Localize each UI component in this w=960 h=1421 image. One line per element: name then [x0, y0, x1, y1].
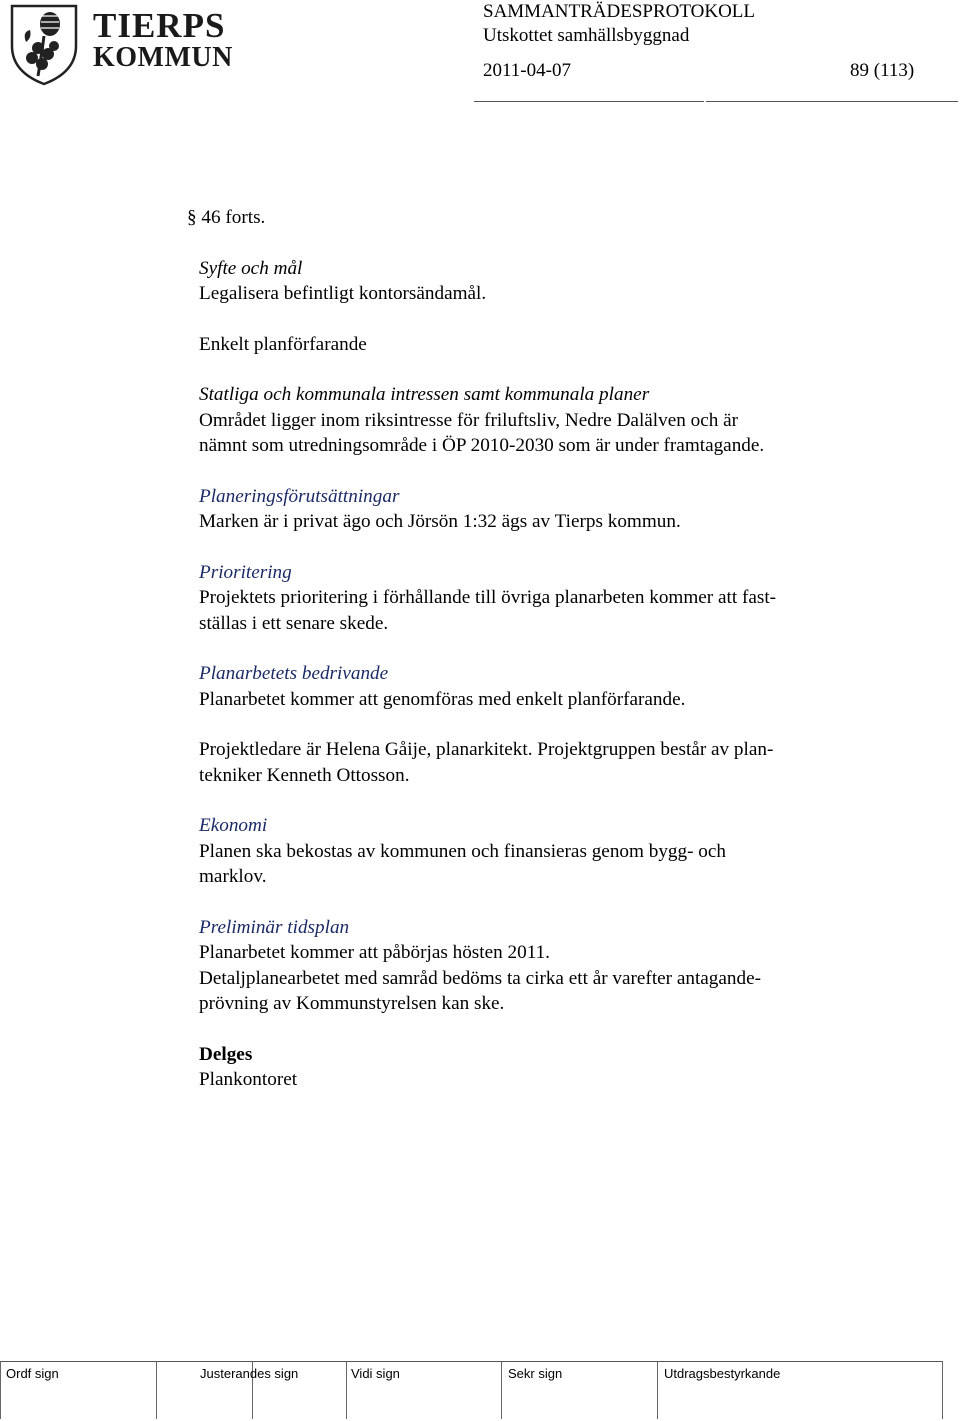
tidsplan-line-3: prövning av Kommunstyrelsen kan ske.: [199, 993, 505, 1014]
ekonomi-line-2: marklov.: [199, 866, 267, 887]
section-enkelt: [199, 332, 899, 358]
tidsplan-line-1: Planarbetet kommer att påbörjas hösten 2011.: [199, 942, 550, 963]
section-prioritering: [199, 560, 899, 637]
coat-of-arms-icon: [8, 2, 80, 86]
heading-intressen: Statliga och kommunala intressen samt kommunala planer: [199, 384, 650, 405]
footer-divider: [657, 1361, 658, 1419]
heading-planering: Planeringsförutsättningar: [199, 485, 400, 507]
footer-divider: [346, 1361, 347, 1419]
document-type: SAMMANTRÄDESPROTOKOLL: [483, 1, 756, 22]
ordf-sign-label: Ordf sign: [6, 1366, 59, 1381]
protocol-body: [187, 205, 899, 1118]
delges-line-1: Plankontoret: [199, 1069, 298, 1090]
heading-prioritering: Prioritering: [199, 561, 292, 583]
projektledare-line-2: tekniker Kenneth Ottosson.: [199, 764, 410, 786]
tidsplan-line-2: Detaljplanearbetet med samråd bedöms ta cirka ett år varefter antagande-: [199, 967, 762, 989]
prioritering-line-1: Projektets prioritering i förhållande till övriga planarbeten kommer att fast-: [199, 587, 777, 608]
section-number-block: [187, 205, 899, 231]
justerandes-sign-label: Justerandes sign: [200, 1366, 299, 1381]
signature-footer: [0, 1361, 943, 1421]
committee-name: Utskottet samhällsbyggnad: [483, 25, 690, 46]
enkelt-line-1: Enkelt planförfarande: [199, 333, 367, 355]
separator: [199, 307, 899, 332]
bedrivande-line-1: Planarbetet kommer att genomföras med enkelt planförfarande.: [199, 688, 686, 710]
section-intressen: [199, 382, 899, 459]
projektledare-line-1: Projektledare är Helena Gåije, planarkitekt. Projektgruppen består av plan-: [199, 739, 774, 760]
sekr-sign-label: Sekr sign: [508, 1366, 563, 1381]
page-number: 89 (113): [850, 60, 915, 81]
section-projektledare: [199, 737, 899, 788]
heading-tidsplan: Preliminär tidsplan: [199, 916, 350, 938]
vidi-sign-label: Vidi sign: [351, 1366, 400, 1381]
logo-text-kommun: KOMMUN: [93, 42, 233, 73]
footer-divider: [501, 1361, 502, 1419]
utdragsbestyrkande-label: Utdragsbestyrkande: [664, 1366, 781, 1381]
footer-divider: [942, 1361, 943, 1419]
heading-ekonomi: Ekonomi: [199, 815, 268, 836]
intressen-line-1: Området ligger inom riksintresse för friluftsliv, Nedre Dalälven och är: [199, 409, 739, 431]
heading-syfte: Syfte och mål: [199, 257, 303, 279]
section-planering: [199, 484, 899, 535]
section-syfte: [199, 256, 899, 307]
section-tidsplan: [199, 915, 899, 1017]
section-delges: [199, 1042, 899, 1093]
header-rule-left: [474, 101, 704, 102]
prioritering-line-2: ställas i ett senare skede.: [199, 612, 389, 634]
heading-delges: Delges: [199, 1043, 253, 1065]
municipality-logo: [8, 2, 233, 86]
ekonomi-line-1: Planen ska bekostas av kommunen och finansieras genom bygg- och: [199, 840, 727, 862]
syfte-line-1: Legalisera befintligt kontorsändamål.: [199, 283, 487, 304]
header-rule-right: [706, 101, 958, 102]
planering-line-1: Marken är i privat ägo och Jörsön 1:32 ägs av Tierps kommun.: [199, 511, 681, 532]
heading-bedrivande: Planarbetets bedrivande: [199, 663, 389, 684]
logo-text-tierps: TIERPS: [93, 6, 226, 45]
meeting-date: 2011-04-07: [483, 60, 571, 81]
section-bedrivande: [199, 661, 899, 712]
section-ekonomi: [199, 813, 899, 890]
intressen-line-2: nämnt som utredningsområde i ÖP 2010-2030 som är under framtagande.: [199, 435, 765, 456]
section-number: § 46 forts.: [187, 207, 266, 228]
footer-rule: [0, 1361, 943, 1362]
footer-divider: [156, 1361, 157, 1419]
footer-divider: [0, 1361, 1, 1419]
